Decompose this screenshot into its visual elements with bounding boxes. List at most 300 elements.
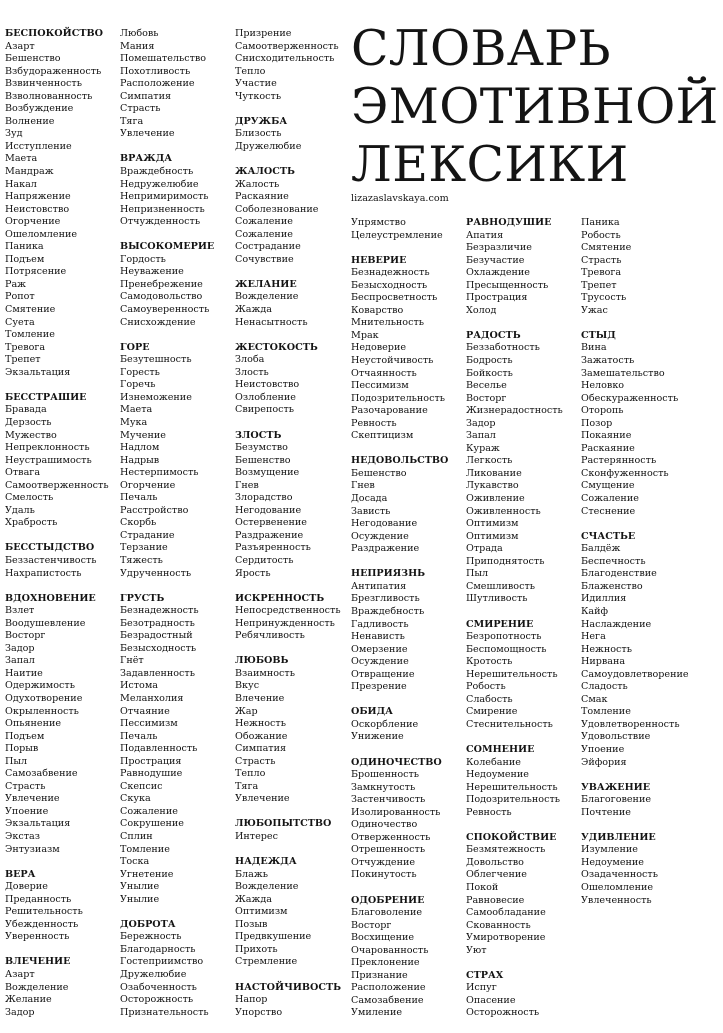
emotion-word: Томление (120, 843, 170, 855)
emotion-word: Недоверие (351, 342, 407, 354)
emotion-word: Взаимность (235, 667, 295, 679)
emotion-word: Жажда (235, 893, 272, 905)
emotion-word: Гадливость (351, 618, 409, 630)
emotion-word: Трепет (5, 354, 41, 366)
emotion-word: Охлаждение (466, 267, 530, 279)
emotion-word: Самоотверженность (5, 479, 109, 491)
emotion-word: Отчуждение (351, 856, 416, 868)
emotion-word: Возбуждение (5, 103, 74, 115)
emotion-word: Горесть (120, 366, 160, 378)
emotion-word: Скука (120, 793, 151, 805)
group-heading: ОБИДА (351, 706, 393, 718)
emotion-word: Сожаление (235, 216, 293, 228)
emotion-word: Изумление (581, 844, 638, 856)
emotion-group (235, 856, 341, 969)
emotion-word: Вожделение (235, 881, 299, 893)
emotion-word: Озабоченность (120, 981, 197, 993)
emotion-word: Страсть (5, 780, 46, 792)
group-heading: ЛЮБОПЫТСТВО (235, 818, 332, 830)
emotion-word: Самоудовлетворение (581, 668, 689, 680)
emotion-word: Раздражение (235, 529, 304, 541)
emotion-word: Наслаждение (581, 618, 652, 630)
emotion-word: Обожание (235, 730, 288, 742)
emotion-word: Паника (5, 241, 44, 253)
emotion-word: Зависть (351, 505, 391, 517)
group-heading: СЧАСТЬЕ (581, 530, 636, 542)
emotion-word: Пессимизм (351, 380, 409, 392)
emotion-word: Нахрапистость (5, 567, 82, 579)
emotion-word: Безропотность (466, 631, 542, 643)
emotion-word: Непреклонность (5, 442, 90, 454)
emotion-word: Нерешительность (466, 668, 558, 680)
emotion-word: Пыл (466, 568, 489, 580)
emotion-word: Злость (235, 366, 269, 378)
emotion-word: Идиллия (581, 593, 627, 605)
emotion-word: Балдёж (581, 543, 621, 555)
emotion-word: Скорбь (120, 517, 157, 529)
emotion-group (235, 166, 341, 266)
emotion-word: Испуг (466, 982, 497, 994)
emotion-word: Опьянение (5, 718, 62, 730)
emotion-group (235, 342, 341, 417)
emotion-word: Меланхолия (120, 692, 184, 704)
emotion-word: Восхищение (351, 932, 415, 944)
emotion-word: Неистовство (5, 203, 70, 215)
emotion-group (5, 392, 109, 530)
emotion-word: Истома (120, 680, 159, 692)
emotion-word: Позыв (235, 918, 268, 930)
dictionary-column-1 (5, 28, 109, 1032)
emotion-word: Умиление (351, 1007, 403, 1019)
emotion-word: Предвкушение (235, 931, 312, 943)
emotion-group (581, 330, 689, 518)
emotion-word: Облегчение (466, 869, 527, 881)
emotion-word: Гнев (351, 480, 375, 492)
emotion-word: Восторг (351, 919, 392, 931)
emotion-word: Интерес (235, 831, 278, 842)
emotion-word: Задор (466, 417, 496, 429)
emotion-group (120, 153, 214, 228)
group-heading: ГРУСТЬ (120, 592, 165, 604)
emotion-word: Призрение (235, 28, 292, 39)
emotion-word: Враждебность (120, 166, 194, 178)
dictionary-column-5 (466, 217, 563, 1033)
emotion-word: Осуждение (351, 530, 409, 542)
emotion-word: Скованность (466, 919, 531, 931)
emotion-word: Умиротворение (466, 932, 546, 944)
emotion-word: Злоба (235, 354, 265, 366)
emotion-word: Целеустремление (351, 229, 443, 241)
emotion-word: Помешательство (120, 53, 207, 65)
emotion-word: Антипатия (351, 580, 407, 592)
emotion-word: Самодовольство (120, 291, 203, 303)
emotion-word: Печаль (120, 492, 158, 504)
emotion-word: Огорчение (5, 216, 61, 228)
emotion-word: Сконфуженность (581, 467, 669, 479)
emotion-word: Благоговение (581, 794, 652, 806)
emotion-word: Беззастенчивость (5, 554, 97, 566)
emotion-word: Легкость (466, 455, 513, 467)
emotion-word: Близость (235, 128, 282, 140)
emotion-word: Преклонение (351, 957, 420, 969)
emotion-word: Зажатость (581, 355, 635, 367)
emotion-word: Сострадание (235, 241, 301, 253)
emotion-word: Удовлетворенность (581, 718, 680, 730)
emotion-word: Экзальтация (5, 366, 71, 378)
emotion-word: Разочарование (351, 405, 428, 417)
emotion-word: Растерянность (581, 455, 657, 467)
emotion-word: Недружелюбие (120, 178, 199, 190)
emotion-word: Сожаление (581, 493, 639, 505)
emotion-word: Неустрашимость (5, 454, 92, 466)
emotion-word: Обескураженность (581, 392, 679, 404)
emotion-word: Нежность (581, 643, 632, 655)
emotion-word: Скепсис (120, 780, 163, 792)
emotion-word: Недоумение (466, 769, 529, 781)
emotion-word: Недоумение (581, 856, 644, 868)
emotion-word: Энтузиазм (5, 843, 60, 855)
emotion-word: Равнодушие (120, 768, 183, 780)
group-heading: ГОРЕ (120, 341, 150, 353)
group-heading: ЗЛОСТЬ (235, 429, 282, 441)
emotion-group (5, 28, 109, 379)
emotion-word: Подъем (5, 253, 45, 265)
emotion-word: Взвинченность (5, 78, 82, 90)
emotion-word: Осторожность (466, 1007, 540, 1019)
emotion-word: Непринужденность (235, 617, 335, 629)
emotion-word: Упрямство (351, 217, 406, 228)
emotion-word: Остервенение (235, 517, 307, 529)
emotion-word: Неуважение (120, 266, 184, 278)
emotion-word: Уют (466, 944, 487, 956)
emotion-group (235, 818, 341, 843)
emotion-group (466, 744, 563, 819)
emotion-word: Жар (235, 705, 258, 717)
emotion-word: Отчаянность (351, 367, 417, 379)
emotion-group (581, 217, 689, 317)
emotion-word: Взлет (5, 605, 35, 617)
emotion-group (351, 217, 448, 242)
emotion-word: Влечение (235, 692, 285, 704)
emotion-word: Ошеломление (581, 881, 654, 893)
emotion-word: Коварство (351, 304, 404, 316)
emotion-word: Любовь (120, 28, 159, 39)
group-heading: СТРАХ (466, 969, 504, 981)
emotion-word: Отвращение (351, 668, 415, 680)
emotion-word: Запал (466, 430, 496, 442)
emotion-word: Смирение (466, 706, 518, 718)
emotion-word: Беспомощность (466, 643, 547, 655)
emotion-word: Блаженство (581, 580, 643, 592)
emotion-word: Самозабвение (5, 768, 78, 780)
emotion-word: Восторг (5, 630, 46, 642)
emotion-word: Упоение (581, 743, 625, 755)
emotion-word: Веселье (466, 380, 507, 392)
emotion-word: Прихоть (235, 943, 278, 955)
emotion-word: Дружелюбие (235, 140, 302, 152)
emotion-word: Одухотворение (5, 692, 83, 704)
emotion-word: Ревность (351, 417, 397, 429)
emotion-word: Ошеломление (5, 228, 78, 240)
emotion-word: Благодарность (120, 943, 196, 955)
emotion-word: Задавленность (120, 667, 195, 679)
dictionary-column-4 (351, 217, 448, 1033)
emotion-word: Одиночество (351, 819, 418, 831)
emotion-word: Томление (5, 329, 55, 341)
group-heading: ВДОХНОВЕНИЕ (5, 592, 96, 604)
emotion-group (466, 970, 563, 1020)
emotion-word: Подъем (5, 730, 45, 742)
emotion-word: Взбудораженность (5, 65, 102, 77)
group-heading: ИСКРЕННОСТЬ (235, 592, 325, 604)
emotion-word: Сожаление (235, 228, 293, 240)
emotion-word: Пессимизм (120, 718, 178, 730)
dictionary-column-2 (120, 28, 214, 1032)
emotion-word: Сожаление (120, 805, 178, 817)
emotion-group (235, 28, 341, 103)
emotion-word: Озлобление (235, 391, 296, 403)
emotion-word: Колебание (466, 756, 521, 768)
group-heading: ВЫСОКОМЕРИЕ (120, 241, 215, 253)
emotion-word: Снисходительность (235, 53, 335, 65)
emotion-word: Азарт (5, 40, 35, 52)
emotion-word: Надлом (120, 442, 160, 454)
emotion-word: Гнёт (120, 655, 144, 667)
emotion-word: Симпатия (120, 90, 172, 102)
emotion-word: Мужество (5, 429, 57, 441)
emotion-word: Беспечность (581, 555, 646, 567)
emotion-word: Азарт (5, 969, 35, 981)
emotion-group (235, 430, 341, 581)
emotion-word: Увлеченность (581, 894, 652, 906)
emotion-word: Задор (5, 1006, 35, 1018)
emotion-word: Безысходность (351, 279, 428, 291)
emotion-word: Нестерпимость (120, 467, 199, 479)
emotion-word: Тяга (120, 115, 144, 127)
emotion-word: Мнительность (351, 317, 424, 329)
emotion-word: Вина (581, 342, 607, 354)
group-heading: БЕССТЫДСТВО (5, 542, 95, 554)
emotion-word: Безутешность (120, 354, 192, 366)
emotion-word: Прострация (466, 292, 528, 304)
emotion-word: Ревность (466, 806, 512, 818)
emotion-word: Холод (466, 304, 497, 316)
emotion-word: Экзальтация (5, 818, 71, 830)
emotion-word: Отрада (466, 543, 503, 555)
emotion-word: Тепло (235, 768, 266, 780)
emotion-word: Взволнованность (5, 90, 93, 102)
group-heading: СОМНЕНИЕ (466, 743, 535, 755)
emotion-word: Тепло (235, 65, 266, 77)
group-heading: СМИРЕНИЕ (466, 618, 534, 630)
emotion-word: Огорчение (120, 479, 176, 491)
emotion-group (581, 832, 689, 907)
group-heading: ОДОБРЕНИЕ (351, 894, 425, 906)
emotion-word: Сокрушение (120, 818, 184, 830)
emotion-word: Безучастие (466, 254, 525, 266)
group-heading: УВАЖЕНИЕ (581, 781, 651, 793)
group-heading: БЕССТРАШИЕ (5, 391, 87, 403)
emotion-word: Напор (235, 994, 268, 1006)
emotion-word: Страсть (235, 755, 276, 767)
emotion-group (581, 782, 689, 820)
emotion-word: Волнение (5, 115, 55, 127)
emotion-word: Эйфория (581, 756, 627, 768)
emotion-word: Подозрительность (466, 794, 560, 806)
emotion-word: Прострация (120, 755, 182, 767)
title-line: СЛОВАРЬ (351, 20, 611, 77)
emotion-word: Мания (120, 40, 155, 52)
emotion-word: Благоволение (351, 907, 423, 919)
emotion-word: Исступление (5, 140, 72, 152)
emotion-word: Жажда (235, 304, 272, 316)
emotion-word: Жизнерадостность (466, 405, 563, 417)
emotion-word: Упорство (235, 1006, 283, 1018)
emotion-word: Суета (5, 316, 35, 328)
emotion-word: Потрясение (5, 266, 67, 278)
emotion-word: Признание (351, 969, 408, 981)
emotion-word: Оптимизм (466, 518, 519, 530)
emotion-group (351, 255, 448, 443)
emotion-word: Смешливость (466, 580, 535, 592)
emotion-word: Унижение (351, 731, 404, 743)
emotion-word: Подозрительность (351, 392, 445, 404)
emotion-word: Непримиримость (120, 191, 209, 203)
emotion-word: Кайф (581, 605, 609, 617)
emotion-word: Презрение (351, 681, 407, 693)
emotion-word: Самообладание (466, 907, 546, 919)
emotion-word: Дерзость (5, 416, 52, 428)
group-heading: ДРУЖБА (235, 115, 288, 127)
emotion-word: Досада (351, 493, 388, 505)
emotion-word: Безотрадность (120, 617, 195, 629)
emotion-word: Трусость (581, 292, 627, 304)
emotion-word: Зуд (5, 128, 23, 140)
emotion-word: Бережность (120, 931, 182, 943)
emotion-word: Самоотверженность (235, 40, 339, 52)
emotion-group (351, 455, 448, 555)
emotion-word: Пыл (5, 755, 28, 767)
emotion-word: Окрыленность (5, 705, 79, 717)
emotion-word: Печаль (120, 730, 158, 742)
emotion-word: Бешенство (235, 454, 291, 466)
group-heading: ДОБРОТА (120, 918, 176, 930)
emotion-word: Робость (466, 681, 506, 693)
group-heading: ВЛЕЧЕНИЕ (5, 956, 71, 968)
emotion-word: Нирвана (581, 656, 626, 668)
emotion-word: Порыв (5, 743, 39, 755)
emotion-word: Напряжение (5, 191, 71, 203)
group-heading: ЛЮБОВЬ (235, 655, 289, 667)
emotion-word: Тяжесть (120, 554, 163, 566)
emotion-word: Негодование (351, 518, 418, 530)
emotion-word: Раздражение (351, 543, 420, 555)
emotion-word: Безнадежность (120, 605, 199, 617)
emotion-group (5, 542, 109, 580)
emotion-word: Почтение (581, 806, 631, 818)
emotion-word: Стремление (235, 956, 298, 968)
group-heading: ЖЕСТОКОСТЬ (235, 341, 318, 353)
emotion-word: Очарованность (351, 944, 429, 956)
emotion-word: Осуждение (351, 656, 409, 668)
emotion-word: Восторг (466, 392, 507, 404)
emotion-word: Благоденствие (581, 568, 657, 580)
emotion-word: Тоска (120, 856, 150, 868)
emotion-group (5, 593, 109, 856)
group-heading: БЕСПОКОЙСТВО (5, 28, 103, 39)
emotion-word: Раскаяние (235, 191, 289, 203)
emotion-word: Злорадство (235, 492, 293, 504)
emotion-word: Безмятежность (466, 844, 546, 856)
group-heading: НЕПРИЯЗНЬ (351, 568, 426, 580)
emotion-group (466, 217, 563, 317)
emotion-word: Маета (5, 153, 38, 165)
emotion-word: Жалость (235, 178, 280, 190)
emotion-word: Кротость (466, 656, 513, 668)
emotion-word: Терзание (120, 542, 168, 554)
emotion-word: Довольство (466, 856, 524, 868)
emotion-word: Страсть (120, 103, 161, 115)
emotion-word: Нега (581, 631, 606, 643)
emotion-word: Увлечение (120, 128, 175, 140)
group-heading: НАСТОЙЧИВОСТЬ (235, 981, 342, 993)
emotion-word: Непризненность (120, 203, 205, 215)
emotion-word: Желание (5, 994, 52, 1006)
emotion-word: Блажь (235, 868, 268, 880)
emotion-word: Нерешительность (466, 781, 558, 793)
emotion-word: Экстаз (5, 831, 40, 842)
emotion-word: Робость (581, 229, 621, 241)
emotion-word: Самоуверенность (120, 304, 210, 316)
emotion-word: Расположение (351, 982, 426, 994)
emotion-word: Трепет (581, 279, 617, 291)
emotion-group (5, 956, 109, 1019)
emotion-word: Ликование (466, 467, 522, 479)
emotion-group (466, 330, 563, 606)
group-heading: НЕДОВОЛЬСТВО (351, 455, 449, 467)
emotion-word: Участие (235, 78, 277, 90)
emotion-word: Неистовство (235, 379, 300, 391)
emotion-word: Мрак (351, 329, 379, 341)
group-heading: РАДОСТЬ (466, 329, 521, 341)
title-line: ЭМОТИВНОЙ (351, 78, 719, 135)
emotion-word: Подавленность (120, 743, 198, 755)
emotion-word: Признательность (120, 1006, 209, 1018)
emotion-word: Унылие (120, 881, 160, 893)
emotion-word: Покой (466, 881, 499, 893)
website-url: lizazaslavskaya.com (351, 193, 449, 204)
group-heading: ВРАЖДА (120, 153, 173, 165)
emotion-word: Отчаяние (120, 705, 170, 717)
emotion-word: Убежденность (5, 918, 79, 930)
emotion-word: Страдание (120, 529, 175, 541)
emotion-word: Отрешенность (351, 844, 426, 856)
emotion-word: Гнев (235, 479, 259, 491)
group-heading: РАВНОДУШИЕ (466, 217, 552, 228)
emotion-word: Нежность (235, 718, 286, 730)
emotion-word: Храбрость (5, 517, 58, 529)
emotion-word: Оптимизм (235, 906, 288, 918)
emotion-word: Безрадостный (120, 630, 193, 642)
emotion-word: Ненависть (351, 631, 405, 643)
emotion-word: Дружелюбие (120, 969, 187, 981)
emotion-word: Кураж (466, 442, 500, 454)
emotion-word: Уверенность (5, 931, 70, 943)
emotion-word: Смятение (5, 304, 56, 316)
emotion-word: Воодушевление (5, 617, 86, 629)
emotion-word: Покинутость (351, 869, 417, 881)
emotion-word: Ропот (5, 291, 35, 303)
